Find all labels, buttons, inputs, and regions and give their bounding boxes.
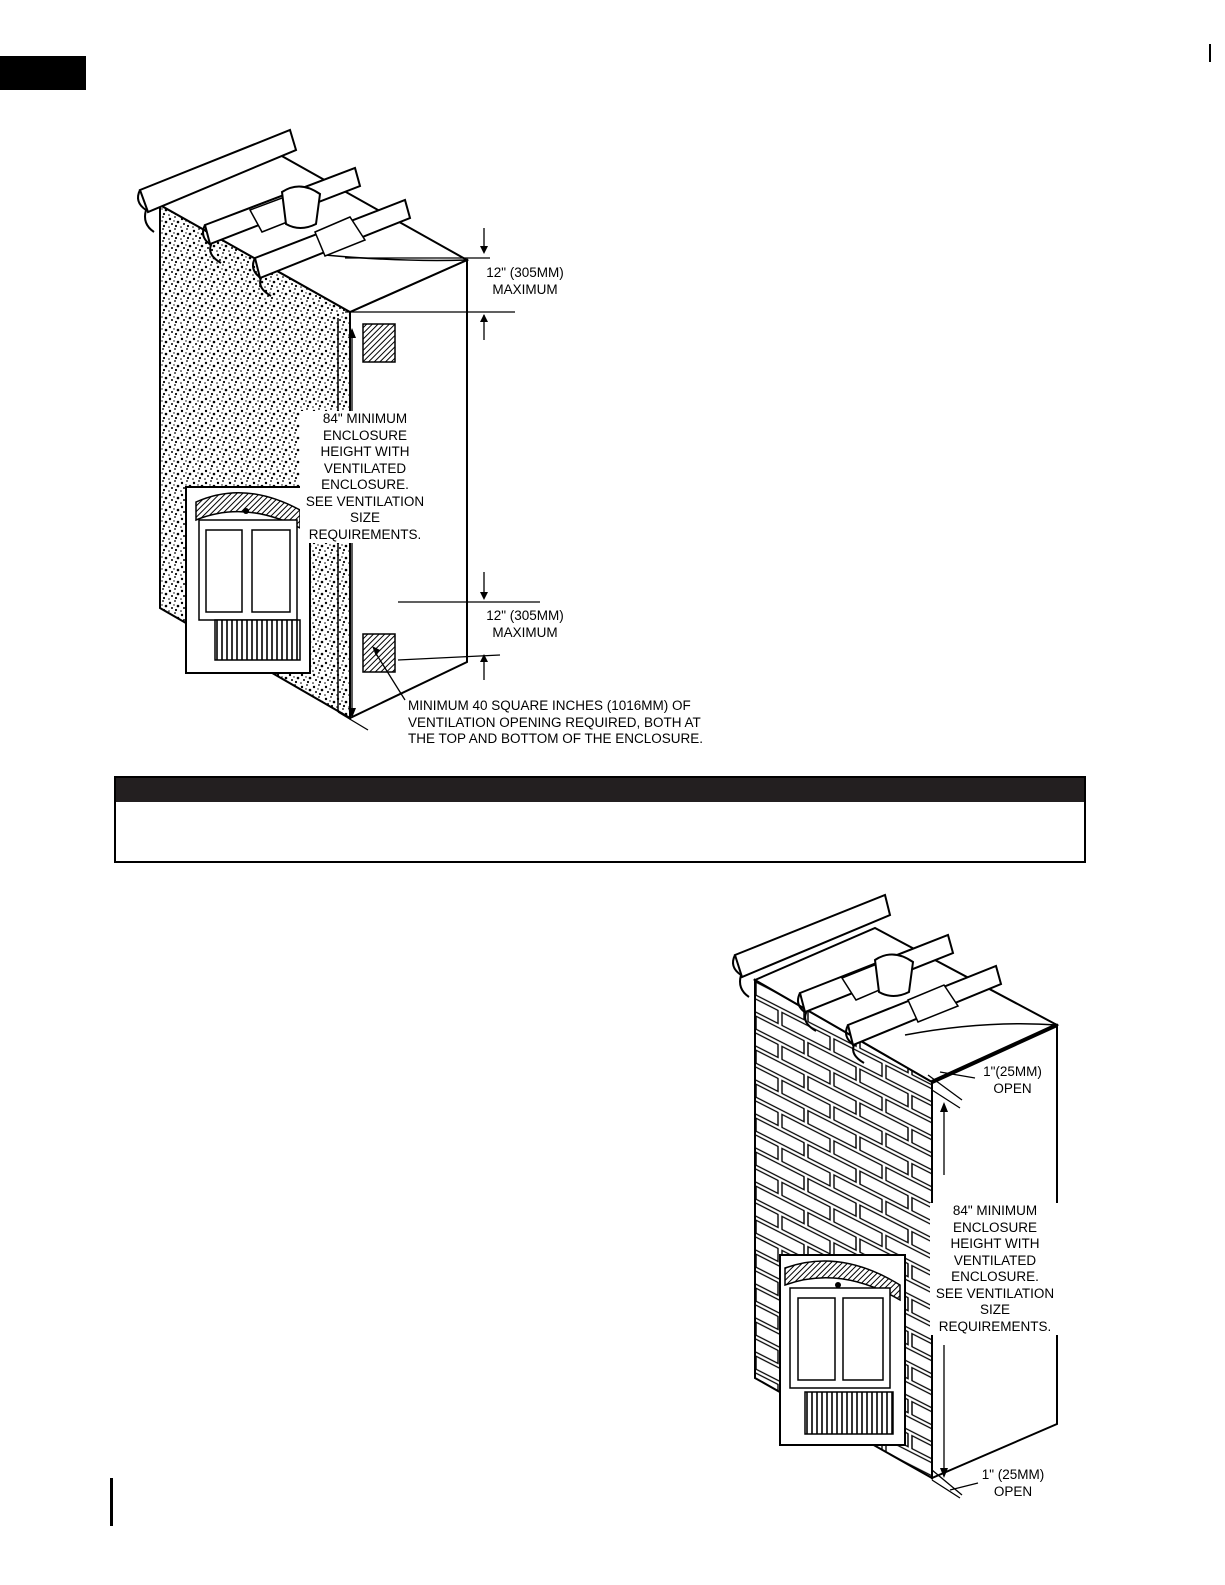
brick-enclosure-height-note: 84" MINIMUM ENCLOSURE HEIGHT WITH VENTILATED ENCLOSURE. SEE VENTILATION SIZE REQUIREMENTS. [930, 1203, 1060, 1335]
ventilation-note: MINIMUM 40 SQUARE INCHES (1016MM) OF VENTILATION OPENING REQUIRED, BOTH AT THE TOP AND BOTTOM OF THE ENCLOSURE. [408, 698, 704, 746]
top-open-label: 1"(25MM) OPEN [983, 1064, 1042, 1096]
footer-rule [110, 1478, 113, 1526]
enclosure-height-note: 84" MINIMUM ENCLOSURE HEIGHT WITH VENTILATED ENCLOSURE. SEE VENTILATION SIZE REQUIREMENTS. [300, 411, 430, 543]
bottom-clearance-label: 12" (305MM) MAXIMUM [486, 608, 564, 640]
bottom-open-label: 1" (25MM) OPEN [981, 1467, 1045, 1499]
top-clearance-label: 12" (305MM) MAXIMUM [486, 265, 564, 297]
chimney-pipe-2 [875, 954, 913, 996]
fireplace-unit-2 [780, 1255, 905, 1445]
